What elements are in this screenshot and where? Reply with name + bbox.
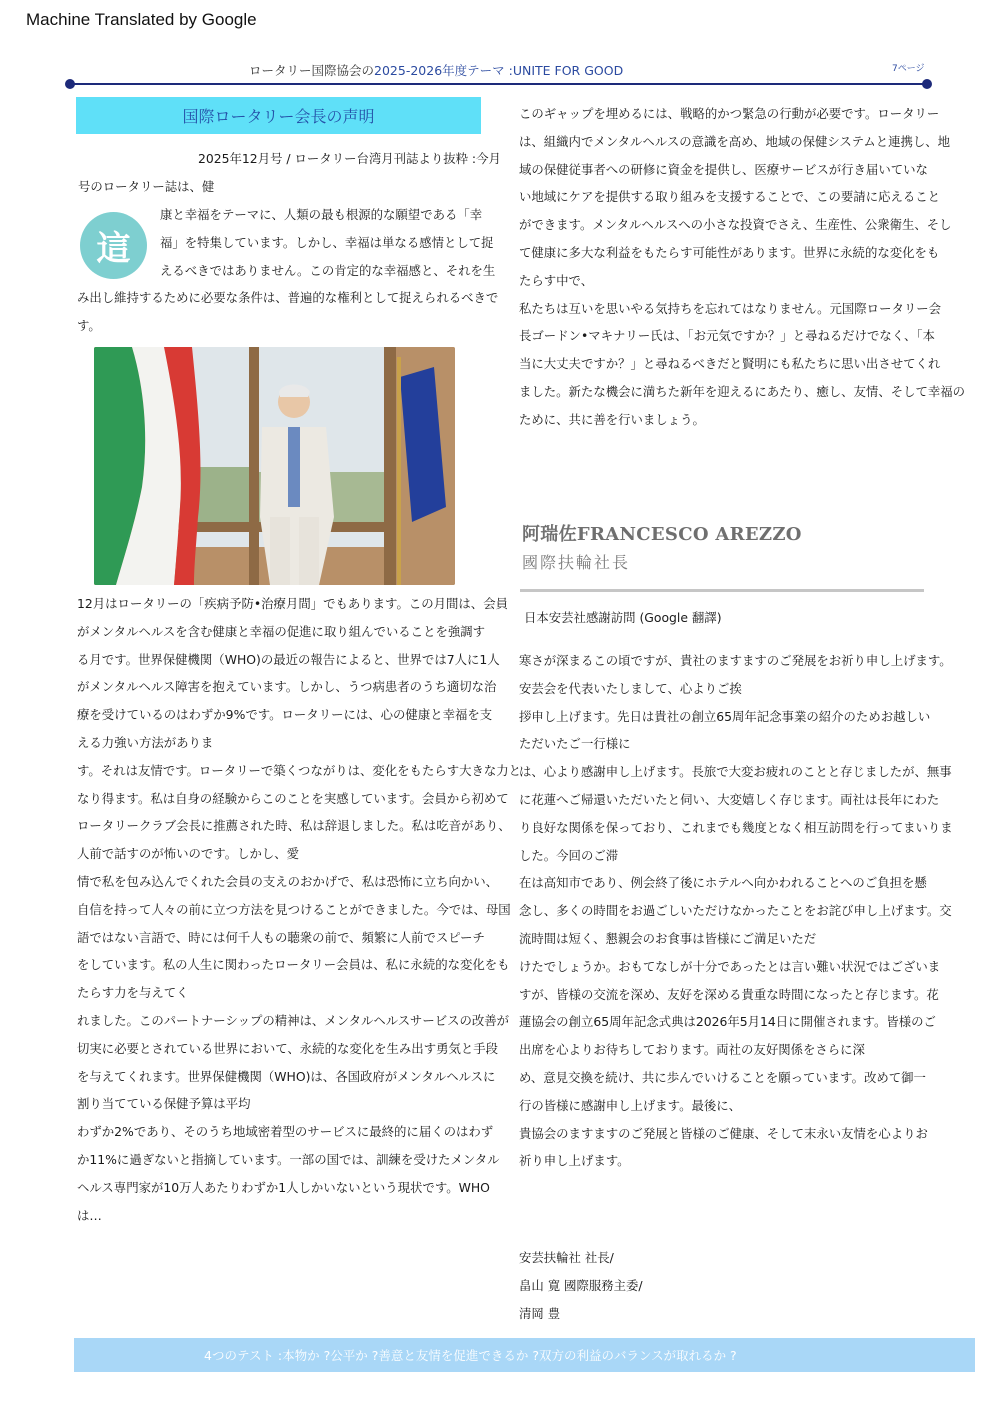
body-line: なり得ます。私は自身の経験からこのことを実感しています。会員から初めて <box>77 790 509 806</box>
intro-line: 福」を特集しています。しかし、幸福は単なる感情として捉 <box>160 234 494 250</box>
body-line: たらす中で、 <box>519 272 594 288</box>
header-rule <box>70 83 928 85</box>
letter-closing <box>519 1244 933 1327</box>
body-line: 長ゴードン•マキナリー氏は、「お元気ですか？」と尋ねるだけでなく、「本 <box>519 328 935 344</box>
president-photo <box>94 347 455 585</box>
intro-line: えるべきではありません。この肯定的な幸福感と、それを生 <box>160 262 496 278</box>
letter-heading <box>524 604 938 632</box>
article-intro-wrap <box>160 201 495 284</box>
letter-line: ただいたご一行様に <box>519 736 631 752</box>
letter-line: 貴協会のますますのご発展と皆様のご健康、そして末永い友情を心よりお <box>519 1125 928 1141</box>
body-line: がメンタルヘルスを含む健康と幸福の促進に取り組んでいることを強調す <box>77 623 486 639</box>
body-line: このギャップを埋めるには、戦略的かつ緊急の行動が必要です。ロータリー <box>519 106 940 121</box>
body-line: は… <box>77 1207 102 1223</box>
rule-dot-left <box>65 79 75 89</box>
letter-heading-text: 日本安芸社感謝訪問 (Google 翻譯) <box>524 610 722 625</box>
article-intro-full <box>77 284 498 340</box>
letter-line: 寒さが深まるこの頃ですが、貴社のますますのご発展をお祈り申し上げます。 <box>519 653 952 668</box>
page-header <box>249 61 623 79</box>
letter-line: 蓮協会の創立65周年記念式典は2026年5月14日に開催されます。皆様のご <box>519 1014 936 1030</box>
intro-line: す。 <box>77 317 101 333</box>
letter-line: すが、皆様の交流を深め、友好を深める貴重な時間になったと存じます。花 <box>519 986 939 1002</box>
body-line: ロータリークラブ会長に推薦された時、私は辞退しました。私は吃音があり、 <box>77 818 511 834</box>
closing-line: 安芸扶輪社 社長/ <box>519 1250 614 1265</box>
letter-line: 念し、多くの時間をお過ごしいただけなかったことをお詫び申し上げます。交 <box>519 903 952 919</box>
closing-line: 畠山 寛 國際服務主委/ <box>519 1277 643 1293</box>
article-title-text: 国際ロータリー会長の声明 <box>182 107 375 126</box>
signature-block <box>522 520 802 573</box>
body-line: い地域にケアを提供する取り組みを支援することで、この要請に応えること <box>519 189 941 205</box>
article-intro-first: 号のロータリー誌は、健 <box>78 179 215 194</box>
body-line: は、組織内でメンタルヘルスの意識を高め、地域の保健システムと連携し、地 <box>519 133 951 149</box>
letter-line: に花蓮へご帰還いただいたと伺い、大変嬉しく存じます。両社は長年にわた <box>519 791 940 807</box>
body-line: す。それは友情です。ロータリーで築くつながりは、変化をもたらす大きな力と <box>77 762 522 778</box>
letter-line: は、心より感謝申し上げます。長旅で大変お疲れのことと存じましたが、無事 <box>519 764 952 780</box>
intro-line: 康と幸福をテーマに、人類の最も根源的な願望である「幸 <box>160 207 483 222</box>
body-line: る月です。世界保健機関（WHO)の最近の報告によると、世界では7人に1人 <box>77 651 500 667</box>
body-line: をしています。私の人生に関わったロータリー会員は、私に永続的な変化をも <box>77 957 510 973</box>
header-theme: 2025-2026年度テーマ :UNITE FOR GOOD <box>374 63 624 78</box>
rule-dot-right <box>922 79 932 89</box>
body-line: 療を受けているのはわずか9%です。ロータリーには、心の健康と幸福を支 <box>77 707 493 723</box>
body-line: ために、共に善を行いましょう。 <box>519 411 705 427</box>
signature-role: 國際扶輪社長 <box>522 553 631 572</box>
body-line: 切実に必要とされている世界において、永続的な変化を生み出す勇気と手段 <box>77 1040 499 1056</box>
body-line: て健康に多大な利益をもたらす可能性があります。世界に永続的な変化をも <box>519 244 940 260</box>
intro-line: み出し維持するために必要な条件は、普遍的な権利として捉えられるべきで <box>77 290 499 305</box>
article-body-left <box>77 590 522 1229</box>
body-line: わずか2%であり、そのうち地域密着型のサービスに最終的に届くのはわず <box>77 1124 494 1140</box>
body-line: 域の保健従事者への研修に資金を提供し、医療サービスが行き届いていな <box>519 161 928 177</box>
body-line: 情で私を包み込んでくれた会員の支えのおかげで、私は恐怖に立ち向かい、 <box>77 873 499 889</box>
body-line: 自信を持って人々の前に立つ方法を見つけることができました。今では、母国 <box>77 901 511 917</box>
letter-line: め、意見交換を続け、共に歩んでいけることを願っています。改めて御一 <box>519 1069 926 1085</box>
letter-line: 流時間は短く、懇親会のお食事は皆様にご満足いただ <box>519 930 817 946</box>
body-line: 12月はロータリーの「疾病予防•治療月間」でもあります。この月間は、会員 <box>77 596 508 611</box>
body-line: がメンタルヘルス障害を抱えています。しかし、うつ病患者のうち適切な治 <box>77 679 497 695</box>
page-number: 7ページ <box>892 64 925 74</box>
signature-rule <box>520 589 924 592</box>
body-line: える力強い方法がありま <box>77 734 214 750</box>
president-photo-with-flags-icon <box>94 347 455 585</box>
signature-name: 阿瑞佐FRANCESCO AREZZO <box>522 524 802 545</box>
closing-line: 清岡 豊 <box>519 1305 561 1321</box>
letter-line: 在は高知市であり、例会終了後にホテルへ向かわれることへのご負担を懸 <box>519 875 927 891</box>
body-line: 私たちは互いを思いやる気持ちを忘れてはなりません。元国際ロータリー会 <box>519 300 942 316</box>
body-line: ができます。メンタルヘルスへの小さな投資でさえ、生産性、公衆衛生、そし <box>519 217 952 233</box>
body-line: 割り当てている保健予算は平均 <box>77 1096 251 1112</box>
letter-body <box>519 647 953 1175</box>
body-line: 人前で話すのが怖いのです。しかし、愛 <box>77 846 300 862</box>
article-title <box>76 97 481 134</box>
letter-line: けたでしょうか。おもてなしが十分であったとは言い難い状況ではございま <box>519 958 941 974</box>
body-line: か11%に過ぎないと指摘しています。一部の国では、訓練を受けたメンタル <box>77 1151 500 1167</box>
footer-text: 4つのテスト :本物か ?公平か ?善意と友情を促進できるか ?双方の利益のバランスが取れるか ? <box>204 1348 737 1363</box>
article-body-right <box>519 100 966 434</box>
body-line: ヘルス専門家が10万人あたりわずか1人しかいないという現状です。WHO <box>77 1179 490 1195</box>
four-way-test-footer <box>74 1338 975 1372</box>
body-line: 当に大丈夫ですか？」と尋ねるべきだと賢明にも私たちに思い出させてくれ <box>519 356 941 372</box>
body-line: たらす力を与えてく <box>77 985 189 1001</box>
letter-line: した。今回のご滞 <box>519 847 619 863</box>
letter-line: 祈り申し上げます。 <box>519 1153 630 1169</box>
letter-line: 拶申し上げます。先日は貴社の創立65周年記念事業の紹介のためお越しい <box>519 708 931 724</box>
letter-line: り良好な関係を保っており、これまでも幾度となく相互訪問を行ってまいりま <box>519 819 953 835</box>
body-line: ました。新たな機会に満ちた新年を迎えるにあたり、癒し、友情、そして幸福の <box>519 383 966 399</box>
machine-translation-banner: Machine Translated by Google <box>26 10 257 29</box>
letter-line: 行の皆様に感謝申し上げます。最後に、 <box>519 1097 742 1113</box>
body-line: れました。このパートナーシップの精神は、メンタルヘルスサービスの改善が <box>77 1012 510 1028</box>
body-line: を与えてくれます。世界保健機関（WHO)は、各国政府がメンタルヘルスに <box>77 1068 496 1084</box>
body-line: 語ではない言語で、時には何千人もの聴衆の前で、頻繁に人前でスピーチ <box>77 929 485 945</box>
letter-line: 出席を心よりお待ちしております。両社の友好関係をさらに深 <box>519 1042 865 1058</box>
article-dateline: 2025年12月号 / ロータリー台湾月刊誌より抜粋 :今月 <box>198 151 501 166</box>
letter-line: 安芸会を代表いたしまして、心よりご挨 <box>519 680 742 696</box>
dropcap-glyph: 這 <box>80 212 147 279</box>
header-prefix: ロータリー国際協会の <box>249 63 375 78</box>
